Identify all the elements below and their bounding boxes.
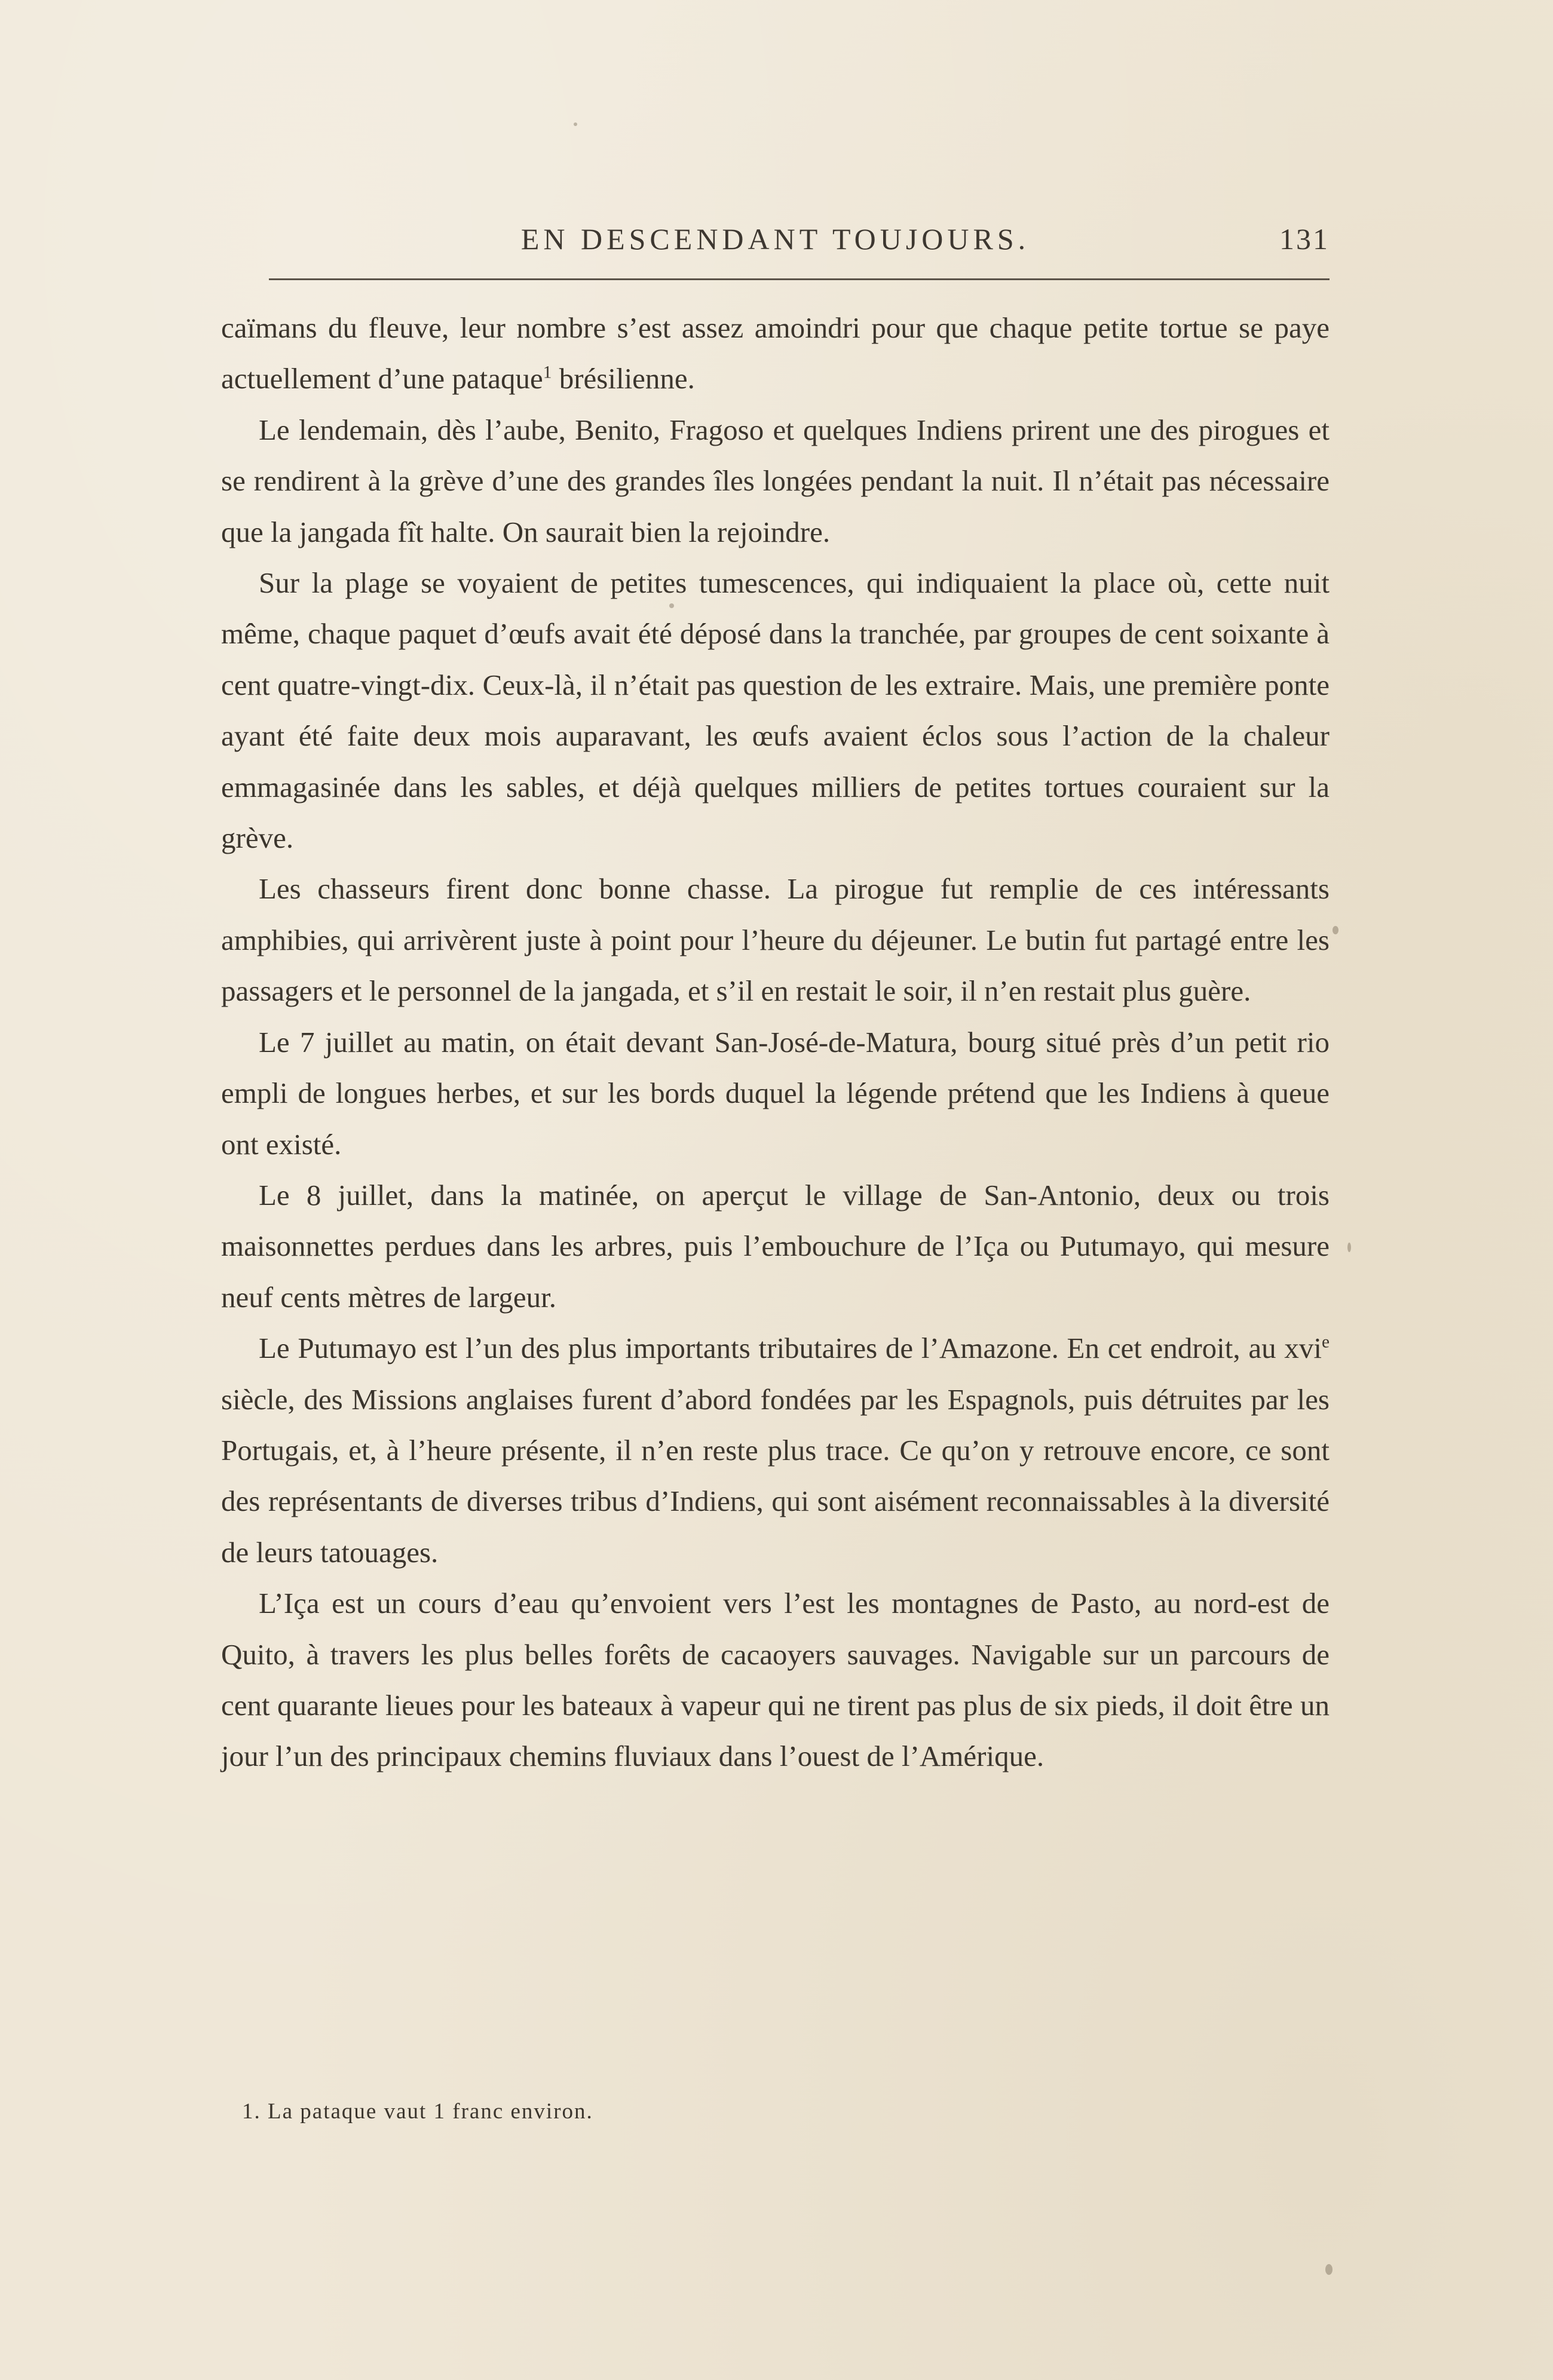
- footnote: 1. La pataque vaut 1 franc environ.: [242, 2099, 593, 2124]
- paper-speck: [669, 603, 674, 608]
- paper-speck: [1333, 926, 1338, 934]
- paragraph-7-text: Le Putumayo est l’un des plus importants tributaires de l’Amazone. En cet endroit, au xvi: [259, 1332, 1322, 1365]
- paragraph-6: Le 8 juillet, dans la matinée, on aperçut le village de San-Antonio, deux ou trois maisonnettes perdues dans les arbres, puis l’embouchure de l’Iça ou Putumayo, qui mesure neuf cents mètres de largeur.: [221, 1178, 1330, 1314]
- running-title: EN DESCENDANT TOUJOURS.: [520, 222, 1030, 256]
- paragraph-4: Les chasseurs firent donc bonne chasse. La pirogue fut remplie de ces intéressants amphibies, qui arrivèrent juste à point pour l’heure du déjeuner. Le butin fut partagé entre les passagers et le personnel de la jangada, et s’il en restait le soir, il n’en restait plus guère.: [221, 872, 1330, 1008]
- paper-speck: [1325, 2264, 1333, 2275]
- century-superscript: e: [1321, 1332, 1330, 1352]
- paragraph-2: Le lendemain, dès l’aube, Benito, Fragoso et quelques Indiens prirent une des pirogues et se rendirent à la grève d’une des grandes îles longées pendant la nuit. Il n’était pas nécessaire que la jangada fît halte. On saurait bien la rejoindre.: [221, 413, 1330, 548]
- paragraph-1: [221, 302, 1330, 404]
- paper-speck: [574, 122, 577, 126]
- running-head: [221, 218, 1330, 272]
- header-rule: [269, 278, 1330, 280]
- page-number: 131: [1279, 222, 1330, 256]
- paragraph-1-text-end: brésilienne.: [552, 362, 695, 395]
- paragraph-5: Le 7 juillet au matin, on était devant San-José-de-Matura, bourg situé près d’un petit rio empli de longues herbes, et sur les bords duquel la légende prétend que les Indiens à queue ont existé.: [221, 1025, 1330, 1161]
- paragraph-1-text: caïmans du fleuve, leur nombre s’est assez amoindri pour que chaque petite tortue se paye actuellement d’une pataque: [221, 311, 1330, 395]
- footnote-ref: 1: [543, 363, 552, 383]
- paragraph-7: [221, 1323, 1330, 1578]
- paper-speck: [1347, 1243, 1351, 1252]
- body-text: [221, 302, 1330, 1782]
- paragraph-8: L’Iça est un cours d’eau qu’envoient vers l’est les montagnes de Pasto, au nord-est de Quito, à travers les plus belles forêts de cacaoyers sauvages. Navigable sur un parcours de cent quarante lieues pour les bateaux à vapeur qui ne tirent pas plus de six pieds, il doit être un jour l’un des principaux chemins fluviaux dans l’ouest de l’Amérique.: [221, 1587, 1330, 1773]
- paragraph-3: Sur la plage se voyaient de petites tumescences, qui indiquaient la place où, cette nuit même, chaque paquet d’œufs avait été déposé dans la tranchée, par groupes de cent soixante à cent quatre-vingt-dix. Ceux-là, il n’était pas question de les extraire. Mais, une première ponte ayant été faite deux mois auparavant, les œufs avaient éclos sous l’action de la chaleur emmagasinée dans les sables, et déjà quelques milliers de petites tortues couraient sur la grève.: [221, 566, 1330, 855]
- paragraph-7-text-end: siècle, des Missions anglaises furent d’abord fondées par les Espagnols, puis détruites par les Portugais, et, à l’heure présente, il n’en reste plus trace. Ce qu’on y retrouve encore, ce sont des représentants de diverses tribus d’Indiens, qui sont aisément reconnaissables à la diversité de leurs tatouages.: [221, 1382, 1330, 1569]
